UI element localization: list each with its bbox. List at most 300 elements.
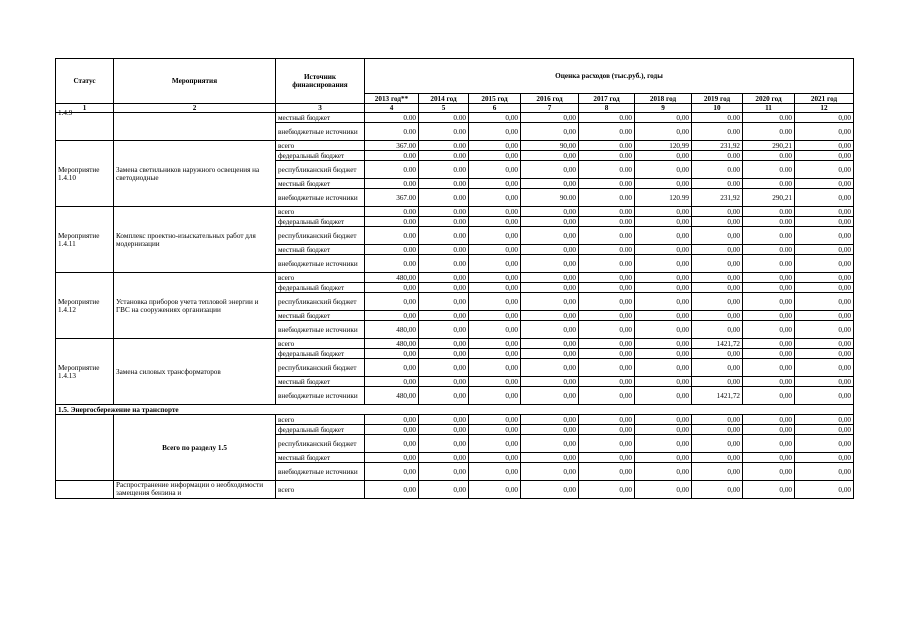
- source-cell: всего: [276, 141, 365, 151]
- value-cell: 0,00: [635, 339, 692, 349]
- value-cell: 0,00: [469, 141, 521, 151]
- value-cell: 0,00: [795, 321, 854, 339]
- value-cell: 0.00: [743, 245, 795, 255]
- value-cell: 0.00: [743, 161, 795, 179]
- value-cell: 0,00: [521, 151, 579, 161]
- value-cell: 0,00: [795, 151, 854, 161]
- value-cell: 0,00: [692, 227, 743, 245]
- value-cell: 0.00: [743, 179, 795, 189]
- value-cell: 0.00: [579, 161, 635, 179]
- value-cell: 0,00: [635, 463, 692, 481]
- value-cell: 0,00: [419, 273, 469, 283]
- value-cell: 0,00: [419, 311, 469, 321]
- value-cell: 0,00: [795, 217, 854, 227]
- value-cell: 0,00: [521, 463, 579, 481]
- budget-table-page: [55, 58, 851, 499]
- value-cell: 0,00: [635, 481, 692, 499]
- source-cell: всего: [276, 415, 365, 425]
- budget-table: [55, 58, 854, 499]
- value-cell: 0,00: [795, 349, 854, 359]
- table-row: [56, 273, 854, 283]
- value-cell: 0,00: [743, 349, 795, 359]
- value-cell: 0,00: [692, 217, 743, 227]
- header-year: 2017 год: [579, 94, 635, 104]
- source-cell: местный бюджет: [276, 311, 365, 321]
- value-cell: 0,00: [419, 359, 469, 377]
- value-cell: 0,00: [419, 283, 469, 293]
- value-cell: 0,00: [692, 245, 743, 255]
- value-cell: 0,00: [469, 377, 521, 387]
- header-column-number: 11: [743, 104, 795, 113]
- value-cell: 0,00: [521, 349, 579, 359]
- value-cell: 0,00: [635, 207, 692, 217]
- value-cell: 0,00: [469, 179, 521, 189]
- value-cell: 0,00: [469, 415, 521, 425]
- value-cell: 0,00: [365, 349, 419, 359]
- value-cell: 0,00: [579, 377, 635, 387]
- value-cell: 0,00: [521, 415, 579, 425]
- value-cell: 0,00: [795, 453, 854, 463]
- value-cell: 0.00: [743, 207, 795, 217]
- value-cell: 0,00: [635, 245, 692, 255]
- header-column-number: 12: [795, 104, 854, 113]
- value-cell: 0.00: [579, 151, 635, 161]
- source-cell: внебюджетные источники: [276, 387, 365, 405]
- value-cell: 0,00: [743, 481, 795, 499]
- value-cell: 0,00: [743, 321, 795, 339]
- value-cell: 0,00: [469, 481, 521, 499]
- table-row: [56, 207, 854, 217]
- source-cell: федеральный бюджет: [276, 283, 365, 293]
- value-cell: 0,00: [419, 387, 469, 405]
- value-cell: 0,00: [579, 349, 635, 359]
- value-cell: 0.00: [579, 245, 635, 255]
- value-cell: 0,00: [692, 311, 743, 321]
- value-cell: 0,00: [419, 321, 469, 339]
- source-cell: республиканский бюджет: [276, 227, 365, 245]
- value-cell: 0,00: [692, 359, 743, 377]
- value-cell: 0,00: [743, 311, 795, 321]
- header-column-number: 2: [114, 104, 276, 113]
- value-cell: 0,00: [469, 311, 521, 321]
- value-cell: 0,00: [692, 349, 743, 359]
- value-cell: 231,92: [692, 189, 743, 207]
- header-column-number: 8: [579, 104, 635, 113]
- header-column-numbers: [56, 104, 854, 113]
- value-cell: 0,00: [692, 293, 743, 311]
- value-cell: 0,00: [692, 207, 743, 217]
- value-cell: 0,00: [419, 349, 469, 359]
- value-cell: 0.00: [692, 123, 743, 141]
- table-header: [56, 59, 854, 113]
- value-cell: 0,00: [795, 189, 854, 207]
- header-column-number: 9: [635, 104, 692, 113]
- value-cell: 0,00: [419, 481, 469, 499]
- status-cell: Мероприятие 1.4.13: [56, 339, 114, 405]
- value-cell: 0,00: [521, 217, 579, 227]
- value-cell: 0,00: [521, 207, 579, 217]
- value-cell: 0,00: [419, 425, 469, 435]
- value-cell: 0.00: [419, 113, 469, 123]
- value-cell: 0,00: [469, 339, 521, 349]
- value-cell: 0,00: [579, 415, 635, 425]
- value-cell: 0,00: [635, 377, 692, 387]
- value-cell: 90.00: [521, 189, 579, 207]
- value-cell: 0,00: [795, 377, 854, 387]
- source-cell: внебюджетные источники: [276, 321, 365, 339]
- value-cell: 0,00: [635, 123, 692, 141]
- value-cell: 0,00: [469, 321, 521, 339]
- value-cell: 0,00: [795, 415, 854, 425]
- header-column-number: 4: [365, 104, 419, 113]
- value-cell: 0,00: [521, 453, 579, 463]
- value-cell: 0.00: [419, 245, 469, 255]
- value-cell: 0,00: [635, 113, 692, 123]
- source-cell: внебюджетные источники: [276, 463, 365, 481]
- value-cell: 0,00: [469, 217, 521, 227]
- value-cell: 0,00: [365, 283, 419, 293]
- header-year: 2016 год: [521, 94, 579, 104]
- value-cell: 0,00: [692, 415, 743, 425]
- value-cell: 0,00: [521, 123, 579, 141]
- header-year: 2013 год**: [365, 94, 419, 104]
- value-cell: 0.00: [743, 151, 795, 161]
- source-cell: республиканский бюджет: [276, 161, 365, 179]
- value-cell: 1421,72: [692, 339, 743, 349]
- value-cell: 0,00: [579, 463, 635, 481]
- value-cell: 0,00: [743, 453, 795, 463]
- value-cell: 0,00: [635, 273, 692, 283]
- value-cell: 0,00: [469, 245, 521, 255]
- source-cell: внебюджетные источники: [276, 255, 365, 273]
- value-cell: 0,00: [419, 463, 469, 481]
- value-cell: 0,00: [795, 481, 854, 499]
- value-cell: 0,00: [521, 245, 579, 255]
- value-cell: 0,00: [795, 359, 854, 377]
- header-status: Статус: [56, 59, 114, 104]
- value-cell: 0,00: [365, 377, 419, 387]
- value-cell: 0,00: [692, 283, 743, 293]
- value-cell: 480,00: [365, 273, 419, 283]
- value-cell: 0.00: [692, 161, 743, 179]
- value-cell: 0,00: [579, 311, 635, 321]
- source-cell: внебюджетные источники: [276, 123, 365, 141]
- status-cell: Мероприятие 1.4.12: [56, 273, 114, 339]
- value-cell: 0.00: [365, 217, 419, 227]
- value-cell: 0.00: [692, 113, 743, 123]
- value-cell: 0,00: [521, 273, 579, 283]
- value-cell: 0,00: [692, 255, 743, 273]
- value-cell: 0,00: [635, 161, 692, 179]
- value-cell: 0.00: [692, 179, 743, 189]
- value-cell: 0,00: [521, 425, 579, 435]
- value-cell: 0.00: [365, 227, 419, 245]
- header-year: 2014 год: [419, 94, 469, 104]
- header-column-number: 6: [469, 104, 521, 113]
- value-cell: 0,00: [579, 453, 635, 463]
- section-total-label: Всего по разделу 1.5: [114, 415, 276, 481]
- value-cell: 0,00: [469, 113, 521, 123]
- section-row: [56, 405, 854, 415]
- value-cell: 0,00: [795, 463, 854, 481]
- header-estimate: Оценка расходов (тыс.руб.), годы: [365, 59, 854, 94]
- value-cell: 0,00: [635, 387, 692, 405]
- value-cell: 120.99: [635, 189, 692, 207]
- table-row: [56, 481, 854, 499]
- status-cell: Мероприятие 1.4.10: [56, 141, 114, 207]
- value-cell: 0.00: [743, 217, 795, 227]
- header-source: Источник финансирования: [276, 59, 365, 104]
- value-cell: 0,00: [365, 311, 419, 321]
- value-cell: 0.00: [365, 161, 419, 179]
- value-cell: 0.00: [419, 141, 469, 151]
- value-cell: 0,00: [635, 311, 692, 321]
- value-cell: 0.00: [692, 151, 743, 161]
- value-cell: 0.00: [419, 123, 469, 141]
- header-year: 2019 год: [692, 94, 743, 104]
- value-cell: 0,00: [795, 339, 854, 349]
- status-fragment: 1.4.9: [58, 109, 73, 117]
- value-cell: 0,00: [521, 481, 579, 499]
- value-cell: 0,00: [469, 463, 521, 481]
- value-cell: 0.00: [419, 151, 469, 161]
- value-cell: 0,00: [469, 349, 521, 359]
- value-cell: 0,00: [692, 425, 743, 435]
- value-cell: 0,00: [795, 123, 854, 141]
- value-cell: 0,00: [365, 359, 419, 377]
- value-cell: 0.00: [743, 227, 795, 245]
- value-cell: 0,00: [469, 435, 521, 453]
- source-cell: всего: [276, 481, 365, 499]
- value-cell: 0,00: [795, 207, 854, 217]
- value-cell: 0,00: [419, 293, 469, 311]
- value-cell: 0,00: [579, 425, 635, 435]
- value-cell: 0.00: [579, 255, 635, 273]
- value-cell: 0,00: [635, 217, 692, 227]
- source-cell: местный бюджет: [276, 113, 365, 123]
- header-column-number: 3: [276, 104, 365, 113]
- value-cell: 0,00: [795, 245, 854, 255]
- value-cell: 0.00: [579, 179, 635, 189]
- source-cell: всего: [276, 273, 365, 283]
- value-cell: 0,00: [365, 415, 419, 425]
- value-cell: 0,00: [521, 339, 579, 349]
- event-cell: Комплекс проектно-изыскательных работ для модернизации: [114, 207, 276, 273]
- value-cell: 0,00: [635, 321, 692, 339]
- value-cell: 0,00: [469, 151, 521, 161]
- header-year: 2015 год: [469, 94, 521, 104]
- section-title: 1.5. Энергосбережение на транспорте: [56, 405, 854, 415]
- value-cell: 0,00: [521, 321, 579, 339]
- value-cell: 0.00: [579, 123, 635, 141]
- header-column-number: 5: [419, 104, 469, 113]
- value-cell: 0,00: [419, 415, 469, 425]
- value-cell: 0,00: [419, 377, 469, 387]
- value-cell: 0.00: [365, 255, 419, 273]
- value-cell: 0,00: [795, 255, 854, 273]
- header-column-number: 1: [56, 104, 114, 113]
- value-cell: 0,00: [419, 339, 469, 349]
- source-cell: федеральный бюджет: [276, 217, 365, 227]
- value-cell: 0,00: [579, 321, 635, 339]
- value-cell: 0,00: [743, 415, 795, 425]
- value-cell: 0,00: [365, 453, 419, 463]
- header-event: Мероприятия: [114, 59, 276, 104]
- source-cell: республиканский бюджет: [276, 359, 365, 377]
- value-cell: 0,00: [521, 283, 579, 293]
- value-cell: 290,21: [743, 141, 795, 151]
- value-cell: 0,00: [743, 377, 795, 387]
- value-cell: 0,00: [692, 453, 743, 463]
- value-cell: 0,00: [743, 283, 795, 293]
- value-cell: 0,00: [579, 387, 635, 405]
- value-cell: 0.00: [365, 151, 419, 161]
- table-row: [56, 415, 854, 425]
- value-cell: 0.00: [419, 179, 469, 189]
- table-row: [56, 113, 854, 123]
- value-cell: 0,00: [795, 387, 854, 405]
- status-cell: [56, 481, 114, 499]
- header-year: 2021 год: [795, 94, 854, 104]
- value-cell: 0,00: [743, 293, 795, 311]
- value-cell: 0.00: [579, 141, 635, 151]
- value-cell: 0,00: [469, 425, 521, 435]
- value-cell: 0,00: [635, 435, 692, 453]
- value-cell: 0,00: [521, 161, 579, 179]
- source-cell: всего: [276, 339, 365, 349]
- source-cell: федеральный бюджет: [276, 151, 365, 161]
- value-cell: 0,00: [579, 273, 635, 283]
- value-cell: 0,00: [795, 425, 854, 435]
- value-cell: 0,00: [469, 359, 521, 377]
- value-cell: 0,00: [692, 435, 743, 453]
- value-cell: 0,00: [635, 293, 692, 311]
- source-cell: местный бюджет: [276, 453, 365, 463]
- value-cell: 0,00: [743, 387, 795, 405]
- value-cell: 0,00: [469, 293, 521, 311]
- value-cell: 0,00: [635, 415, 692, 425]
- value-cell: 0,00: [692, 273, 743, 283]
- value-cell: 0,00: [743, 435, 795, 453]
- value-cell: 0.00: [419, 161, 469, 179]
- event-cell: Установка приборов учета тепловой энергии и ГВС на сооружениях организации: [114, 273, 276, 339]
- value-cell: 0,00: [469, 387, 521, 405]
- value-cell: 0,00: [579, 293, 635, 311]
- header-year: 2018 год: [635, 94, 692, 104]
- event-cell: Замена силовых трансформаторов: [114, 339, 276, 405]
- value-cell: 0.00: [365, 113, 419, 123]
- value-cell: 90,00: [521, 141, 579, 151]
- value-cell: 0,00: [635, 255, 692, 273]
- status-cell: Мероприятие 1.4.11: [56, 207, 114, 273]
- value-cell: 0,00: [635, 227, 692, 245]
- value-cell: 0,00: [795, 435, 854, 453]
- value-cell: 0,00: [795, 141, 854, 151]
- value-cell: 0.00: [419, 207, 469, 217]
- value-cell: 0,00: [635, 283, 692, 293]
- value-cell: 0,00: [521, 387, 579, 405]
- source-cell: республиканский бюджет: [276, 293, 365, 311]
- value-cell: 0,00: [521, 311, 579, 321]
- value-cell: 0,00: [521, 293, 579, 311]
- header-year: 2020 год: [743, 94, 795, 104]
- value-cell: 0,00: [365, 425, 419, 435]
- value-cell: 0,00: [419, 453, 469, 463]
- value-cell: 0,00: [635, 349, 692, 359]
- source-cell: внебюджетные источники: [276, 189, 365, 207]
- value-cell: 367.00: [365, 141, 419, 151]
- value-cell: 0.00: [743, 255, 795, 273]
- value-cell: 0.00: [365, 179, 419, 189]
- value-cell: 480,00: [365, 339, 419, 349]
- value-cell: 0,00: [521, 113, 579, 123]
- value-cell: 0,00: [795, 311, 854, 321]
- source-cell: федеральный бюджет: [276, 425, 365, 435]
- value-cell: 0,00: [795, 113, 854, 123]
- value-cell: 0,00: [469, 273, 521, 283]
- value-cell: 0,00: [469, 123, 521, 141]
- value-cell: 0.00: [579, 113, 635, 123]
- value-cell: 0,00: [419, 435, 469, 453]
- value-cell: 0,00: [743, 273, 795, 283]
- value-cell: 0,00: [692, 481, 743, 499]
- value-cell: 0,00: [743, 359, 795, 377]
- value-cell: 0.00: [365, 123, 419, 141]
- value-cell: 0,00: [521, 255, 579, 273]
- value-cell: 0,00: [795, 227, 854, 245]
- value-cell: 0,00: [795, 161, 854, 179]
- value-cell: 0,00: [743, 425, 795, 435]
- header-column-number: 10: [692, 104, 743, 113]
- value-cell: 0,00: [635, 359, 692, 377]
- value-cell: 0,00: [743, 339, 795, 349]
- status-cell: [56, 415, 114, 481]
- value-cell: 0,00: [365, 481, 419, 499]
- value-cell: 0,00: [469, 207, 521, 217]
- value-cell: 0.00: [365, 207, 419, 217]
- value-cell: 0,00: [469, 283, 521, 293]
- value-cell: 0,00: [521, 179, 579, 189]
- table-row: [56, 339, 854, 349]
- value-cell: 367.00: [365, 189, 419, 207]
- value-cell: 0,00: [635, 425, 692, 435]
- value-cell: 0.00: [579, 189, 635, 207]
- value-cell: 0,00: [692, 321, 743, 339]
- table-body: [56, 109, 854, 499]
- value-cell: 0,00: [795, 283, 854, 293]
- value-cell: 290,21: [743, 189, 795, 207]
- value-cell: 0,00: [469, 189, 521, 207]
- value-cell: 0,00: [365, 463, 419, 481]
- event-cell: Замена светильников наружного освещения на светодиодные: [114, 141, 276, 207]
- value-cell: 0.00: [419, 255, 469, 273]
- value-cell: 120,99: [635, 141, 692, 151]
- source-cell: республиканский бюджет: [276, 435, 365, 453]
- header-column-number: 7: [521, 104, 579, 113]
- value-cell: 0,00: [579, 435, 635, 453]
- value-cell: 0,00: [579, 359, 635, 377]
- value-cell: 0,00: [469, 255, 521, 273]
- value-cell: 0.00: [419, 217, 469, 227]
- source-cell: местный бюджет: [276, 245, 365, 255]
- source-cell: всего: [276, 207, 365, 217]
- value-cell: 0.00: [579, 217, 635, 227]
- value-cell: 0,00: [469, 453, 521, 463]
- source-cell: местный бюджет: [276, 179, 365, 189]
- value-cell: 0,00: [469, 227, 521, 245]
- value-cell: 0,00: [795, 273, 854, 283]
- event-cell: Распространение информации о необходимости замещения бензина и: [114, 481, 276, 499]
